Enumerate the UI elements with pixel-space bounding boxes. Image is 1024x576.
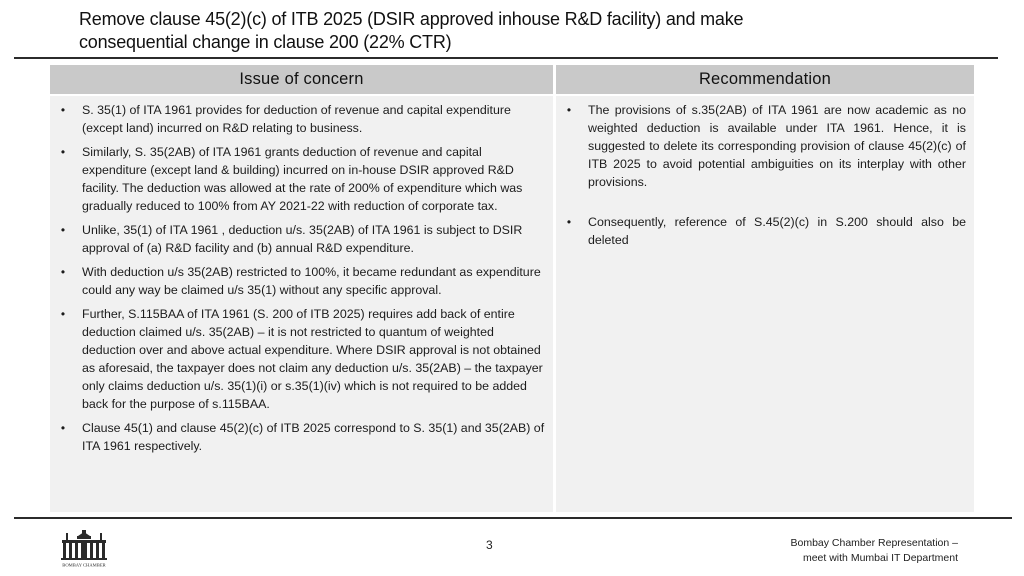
footer-caption-line-1: Bombay Chamber Representation – [790,537,958,549]
logo-label: BOMBAY CHAMBER [62,562,106,568]
recommendation-list [564,101,966,249]
footer-caption-line-2: meet with Mumbai IT Department [802,552,958,564]
bombay-chamber-logo [58,528,110,568]
issue-column [50,65,553,512]
recommendation-header: Recommendation [556,65,974,94]
building-logo-icon [58,528,110,568]
content-table [50,65,974,512]
issue-body [50,96,553,512]
slide-title-line-2: consequential change in clause 200 (22% CTR) [79,32,452,52]
bullet-icon: • [60,145,66,159]
page-number: 3 [486,538,493,552]
issue-header: Issue of concern [50,65,553,94]
footer-caption [718,536,958,566]
bullet-icon: • [566,103,572,117]
issue-item: • Further, S.115BAA of ITA 1961 (S. 200 of ITB 2025) requires add back of entire deduction claimed u/s. 35(2AB) – it is not restricted to quantum of weighted deduction over and above actual expenditure. Where DSIR approval is not obtained as aforesaid, the taxpayer does not claim any deduction u/s. 35(2AB) – the taxpayer only claims deduction u/s. 35(1)(i) or s.35(1)(iv) which is not required to be added back for the purpose of s.115BAA. [58,305,547,413]
issue-item: • Clause 45(1) and clause 45(2)(c) of ITB 2025 correspond to S. 35(1) and 35(2AB) of ITA 1961 respectively. [58,419,547,455]
recommendation-body [556,96,974,512]
recommendation-item: • Consequently, reference of S.45(2)(c) in S.200 should also be deleted [564,213,966,249]
slide-title-line-1: Remove clause 45(2)(c) of ITB 2025 (DSIR approved inhouse R&D facility) and make [79,9,744,29]
recommendation-item: • The provisions of s.35(2AB) of ITA 1961 are now academic as no weighted deduction is available under ITA 1961. Hence, it is suggested to delete its corresponding provision of clause 45(2)(c) of ITB 2025 to avoid potential ambiguities on its interplay with other provisions. [564,101,966,191]
bullet-icon: • [60,307,66,321]
issue-item: • With deduction u/s 35(2AB) restricted to 100%, it became redundant as expenditure could any way be claimed u/s 35(1) without any specific approval. [58,263,547,299]
issue-item: • S. 35(1) of ITA 1961 provides for deduction of revenue and capital expenditure (except land) incurred on R&D relating to business. [58,101,547,137]
footer-divider [14,517,1012,519]
issue-item: • Similarly, S. 35(2AB) of ITA 1961 grants deduction of revenue and capital expenditure (except land & building) incurred on in-house DSIR approved R&D facility. The deduction was allowed at the rate of 200% of expenditure which was gradually reduced to 100% from AY 2021-22 with reduction of corporate tax. [58,143,547,215]
title-divider [14,57,998,59]
bullet-icon: • [566,215,572,229]
recommendation-column [556,65,974,512]
issue-list [58,101,547,455]
bullet-icon: • [60,421,66,435]
issue-item: • Unlike, 35(1) of ITA 1961 , deduction u/s. 35(2AB) of ITA 1961 is subject to DSIR approval of (a) R&D facility and (b) annual R&D expenditure. [58,221,547,257]
bullet-icon: • [60,223,66,237]
slide-title [79,8,959,54]
bullet-icon: • [60,265,66,279]
bullet-icon: • [60,103,66,117]
